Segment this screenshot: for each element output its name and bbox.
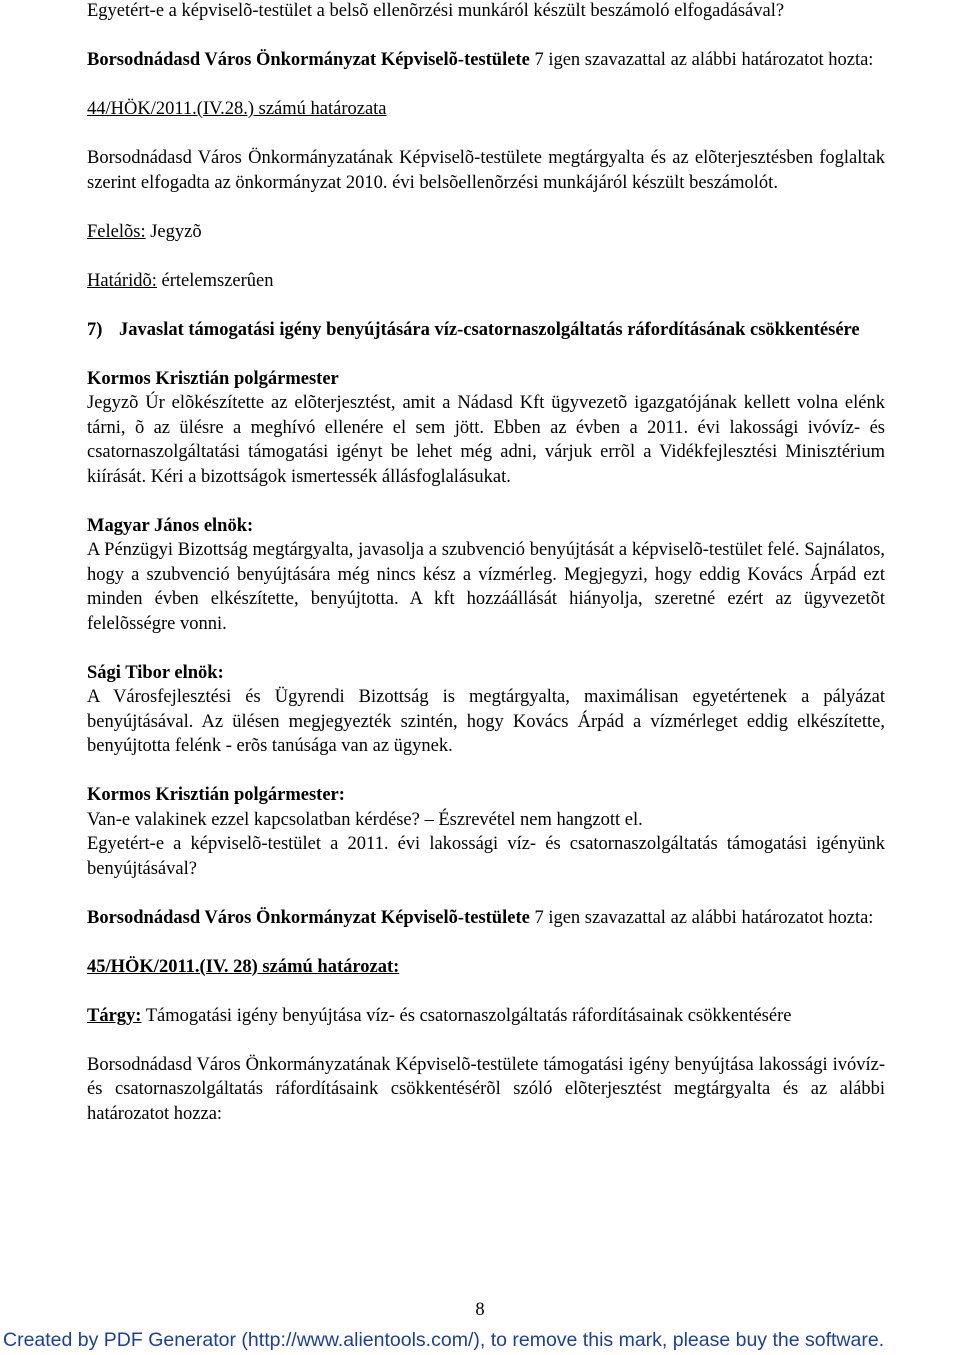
- deadline-line: [87, 269, 885, 294]
- deadline-value: értelemszerûen: [156, 270, 274, 291]
- agenda-item-7: [87, 318, 885, 343]
- speaker-magyar-text: A Pénzügyi Bizottság megtárgyalta, javasolja a szubvenció benyújtását a képviselõ-testület felé. Sajnálatos, hogy a szubvenció benyújtására még nincs kész a vízmérleg. Megjegyzi, hogy eddig Kovács Árpád ezt minden évben elkészítette, benyújtotta. A kft hozzáállását hiányolja, szeretné ezért az ügyvezetõt felelõsségre vonni.: [87, 540, 885, 634]
- resolution-1-title: 44/HÖK/2011.(IV.28.) számú határozata: [87, 99, 387, 119]
- responsible-line: [87, 220, 885, 245]
- speaker-kormos-1-text: Jegyzõ Úr elõkészítette az elõterjesztést, amit a Nádasd Kft ügyvezetõ igazgatójának kellett volna elénk tárni, õ az ülésre a meghívó ellenére el sem jött. Ebben az évben a 2011. évi lakossági ivóvíz- és csatornaszolgáltatási támogatási igényt be lehet még adni, várjuk errõl a Vidékfejlesztési Minisztérium kiírását. Kéri a bizottságok ismertessék állásfoglalásukat.: [87, 393, 885, 487]
- paragraph-question-audit: Egyetért-e a képviselõ-testület a belsõ ellenõrzési munkáról készült beszámoló elfogadásával?: [87, 1, 785, 21]
- subject-line: [87, 1004, 885, 1029]
- speaker-kormos-1: Kormos Krisztián polgármester: [87, 368, 339, 389]
- agenda-item-text: Javaslat támogatási igény benyújtására víz-csatornaszolgáltatás ráfordításának csökkentésére: [119, 319, 860, 340]
- paragraph-vote-2: [87, 906, 885, 931]
- paragraph-vote-1: [87, 48, 885, 73]
- speaker-magyar: Magyar János elnök:: [87, 515, 254, 536]
- speaker-kormos-2: Kormos Krisztián polgármester:: [87, 785, 345, 805]
- subject-label: Tárgy:: [87, 1005, 142, 1026]
- resolution-2-body: Borsodnádasd Város Önkormányzatának Képviselõ-testülete támogatási igény benyújtása lakossági ivóvíz- és csatornaszolgáltatás ráfordításaink csökkentésérõl szóló elõterjesztést megtárgyalta és az alábbi határozatot hozza:: [87, 1054, 885, 1124]
- vote-text: 7 igen szavazattal az alábbi határozatot hozta:: [529, 50, 874, 70]
- resolution-2-title: 45/HÖK/2011.(IV. 28) számú határozat:: [87, 956, 400, 977]
- speaker-sagi: Sági Tibor elnök:: [87, 662, 224, 683]
- page-number: 8: [475, 1300, 485, 1320]
- speaker-kormos-2-line1: Van-e valakinek ezzel kapcsolatban kérdése? – Észrevétel nem hangzott el.: [87, 809, 643, 830]
- responsible-label: Felelõs:: [87, 221, 146, 242]
- speaker-sagi-text: A Városfejlesztési és Ügyrendi Bizottság is megtárgyalta, maximálisan egyetértenek a pályázat benyújtásával. Az ülésen megjegyezték szintén, hogy Kovács Árpád a vízmérleget eddig elkészítette, benyújtotta felénk - erõs tanúsága van az ügynek.: [87, 687, 885, 756]
- agenda-item-number: 7): [87, 319, 103, 340]
- council-name: Borsodnádasd Város Önkormányzat Képviselõ-testülete: [87, 50, 530, 70]
- vote-text-2: 7 igen szavazattal az alábbi határozatot hozta:: [529, 907, 874, 928]
- document-page: [87, 0, 885, 1126]
- responsible-value: Jegyzõ: [145, 221, 202, 242]
- council-name-2: Borsodnádasd Város Önkormányzat Képviselõ-testülete: [87, 907, 530, 928]
- resolution-1-body: Borsodnádasd Város Önkormányzatának Képviselõ-testülete megtárgyalta és az elõterjesztésben foglaltak szerint elfogadta az önkormányzat 2010. évi belsõellenõrzési munkájáról készült beszámolót.: [87, 148, 885, 193]
- deadline-label: Határidõ:: [87, 270, 157, 291]
- subject-value: Támogatási igény benyújtása víz- és csatornaszolgáltatás ráfordításainak csökkentésére: [141, 1005, 792, 1026]
- speaker-kormos-2-line2: Egyetért-e a képviselõ-testület a 2011. évi lakossági víz- és csatornaszolgáltatás támogatási igényünk benyújtásával?: [87, 834, 885, 879]
- pdf-generator-watermark: Created by PDF Generator (http://www.alientools.com/), to remove this mark, please buy the software.: [3, 1329, 885, 1351]
